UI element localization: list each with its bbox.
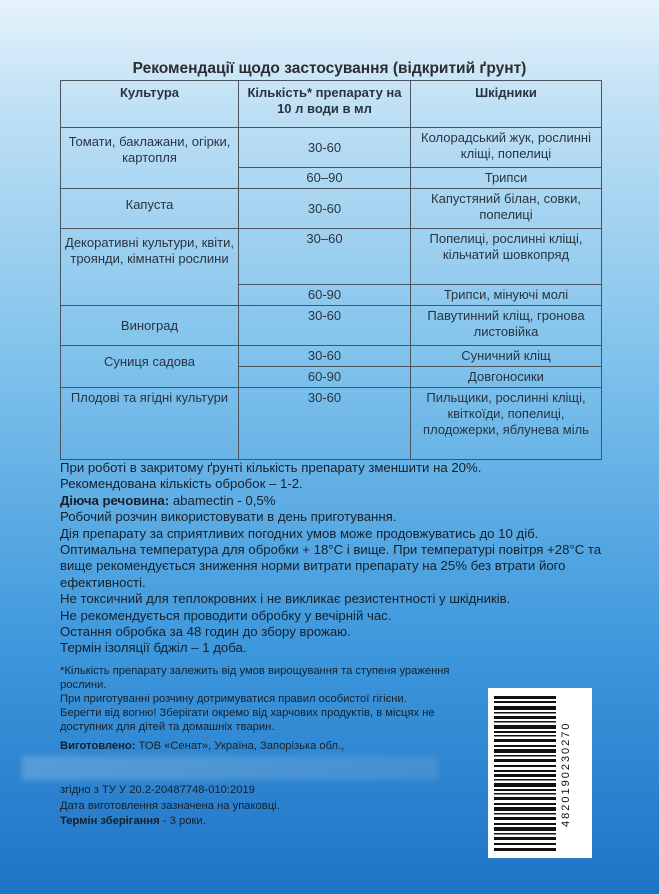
manufacturer xyxy=(60,740,344,752)
barcode xyxy=(488,688,592,858)
crop-cell: Декоративні культури, квіти, троянди, кімнатні рослини xyxy=(61,229,239,306)
dose-cell: 30-60 xyxy=(239,346,411,367)
instruction-line: Робочий розчин використовувати в день приготування. xyxy=(60,509,397,525)
barcode-number: 4820190230270 xyxy=(560,721,572,827)
dose-cell: 60-90 xyxy=(239,367,411,388)
footer-block xyxy=(60,783,280,830)
dose-cell: 30-60 xyxy=(239,306,411,346)
pests-cell: Суничний кліщ xyxy=(411,346,602,367)
dose-cell: 60-90 xyxy=(239,285,411,306)
table-header-row xyxy=(61,81,602,128)
dose-cell: 30-60 xyxy=(239,189,411,229)
table-row xyxy=(61,229,602,285)
header-crop: Культура xyxy=(61,81,239,128)
header-dose: Кількість* препарату на 10 л води в мл xyxy=(239,81,411,128)
manufacture-date: Дата виготовлення зазначена на упаковці. xyxy=(60,799,280,812)
manufacturer-label: Виготовлено: xyxy=(60,740,136,752)
pests-cell: Капустяний білан, совки, попелиці xyxy=(411,189,602,229)
dose-cell: 30-60 xyxy=(239,388,411,460)
dose-cell: 30–60 xyxy=(239,229,411,285)
instruction-line: Остання обробка за 48 годин до збору врожаю. xyxy=(60,624,351,640)
standard-reference: згідно з ТУ У 20.2-20487748-010:2019 xyxy=(60,784,255,796)
crop-cell: Капуста xyxy=(61,189,239,229)
pests-cell: Колорадський жук, рослинні кліщі, попелиці xyxy=(411,128,602,168)
instruction-line: Термін ізоляції бджіл – 1 доба. xyxy=(60,640,247,656)
redacted-area xyxy=(22,756,438,780)
instruction-line: Оптимальна температура для обробки + 18°С і вище. При температурі повітря +28°С та вище рекомендується зниження норми витрати препарату на 25% без втрати його ефективності. xyxy=(60,542,602,590)
shelf-life xyxy=(60,814,280,830)
instruction-line: Рекомендована кількість обробок – 1-2. xyxy=(60,476,303,492)
footnote: *Кількість препарату залежить від умов вирощування та ступеня ураження рослини. xyxy=(60,665,450,691)
pests-cell: Довгоносики xyxy=(411,367,602,388)
shelf-life-label: Термін зберігання xyxy=(60,815,160,827)
pests-cell: Трипси, мінуючі молі xyxy=(411,285,602,306)
storage-warning: Берегти від вогню! Зберігати окремо від харчових продуктів, в місцях не доступних для дітей та домашніх тварин. xyxy=(60,707,435,733)
table-row xyxy=(61,306,602,346)
pests-cell: Трипси xyxy=(411,168,602,189)
active-ingredient xyxy=(60,493,620,509)
crop-cell: Виноград xyxy=(61,306,239,346)
table-row xyxy=(61,346,602,367)
shelf-life-value: - 3 роки. xyxy=(159,815,206,827)
recommendations-table xyxy=(60,80,602,460)
usage-instructions xyxy=(60,460,620,657)
hygiene-note: При приготуванні розчину дотримуватися правил особистої гігієни. xyxy=(60,693,407,705)
instruction-line: Дія препарату за сприятливих погодних умов може продовжуватись до 10 діб. xyxy=(60,525,539,541)
notes-block xyxy=(60,664,480,734)
pests-cell: Попелиці, рослинні кліщі, кільчатий шовкопряд xyxy=(411,229,602,285)
instruction-line: Не токсичний для теплокровних і не викликає резистентності у шкідників. xyxy=(60,591,511,607)
manufacturer-value: ТОВ «Сенат», Україна, Запорізька обл., xyxy=(135,740,345,752)
active-ingredient-label: Діюча речовина: xyxy=(60,492,170,508)
page-title: Рекомендації щодо застосування (відкритий ґрунт) xyxy=(132,60,527,77)
header-pests: Шкідники xyxy=(411,81,602,128)
table-row xyxy=(61,128,602,168)
table-row xyxy=(61,388,602,460)
instruction-line: При роботі в закритому ґрунті кількість препарату зменшити на 20%. xyxy=(60,460,482,475)
pests-cell: Пильщики, рослинні кліщі, квіткоїди, попелиці, плодожерки, яблунева міль xyxy=(411,388,602,460)
crop-cell: Суниця садова xyxy=(61,346,239,388)
crop-cell: Томати, баклажани, огірки, картопля xyxy=(61,128,239,189)
table-row xyxy=(61,189,602,229)
barcode-bars xyxy=(494,696,556,852)
pests-cell: Павутинний кліщ, гронова листовійка xyxy=(411,306,602,346)
dose-cell: 60–90 xyxy=(239,168,411,189)
active-ingredient-value: abamectin - 0,5% xyxy=(169,492,276,508)
crop-cell: Плодові та ягідні культури xyxy=(61,388,239,460)
instruction-line: Не рекомендується проводити обробку у вечірній час. xyxy=(60,607,392,623)
dose-cell: 30-60 xyxy=(239,128,411,168)
